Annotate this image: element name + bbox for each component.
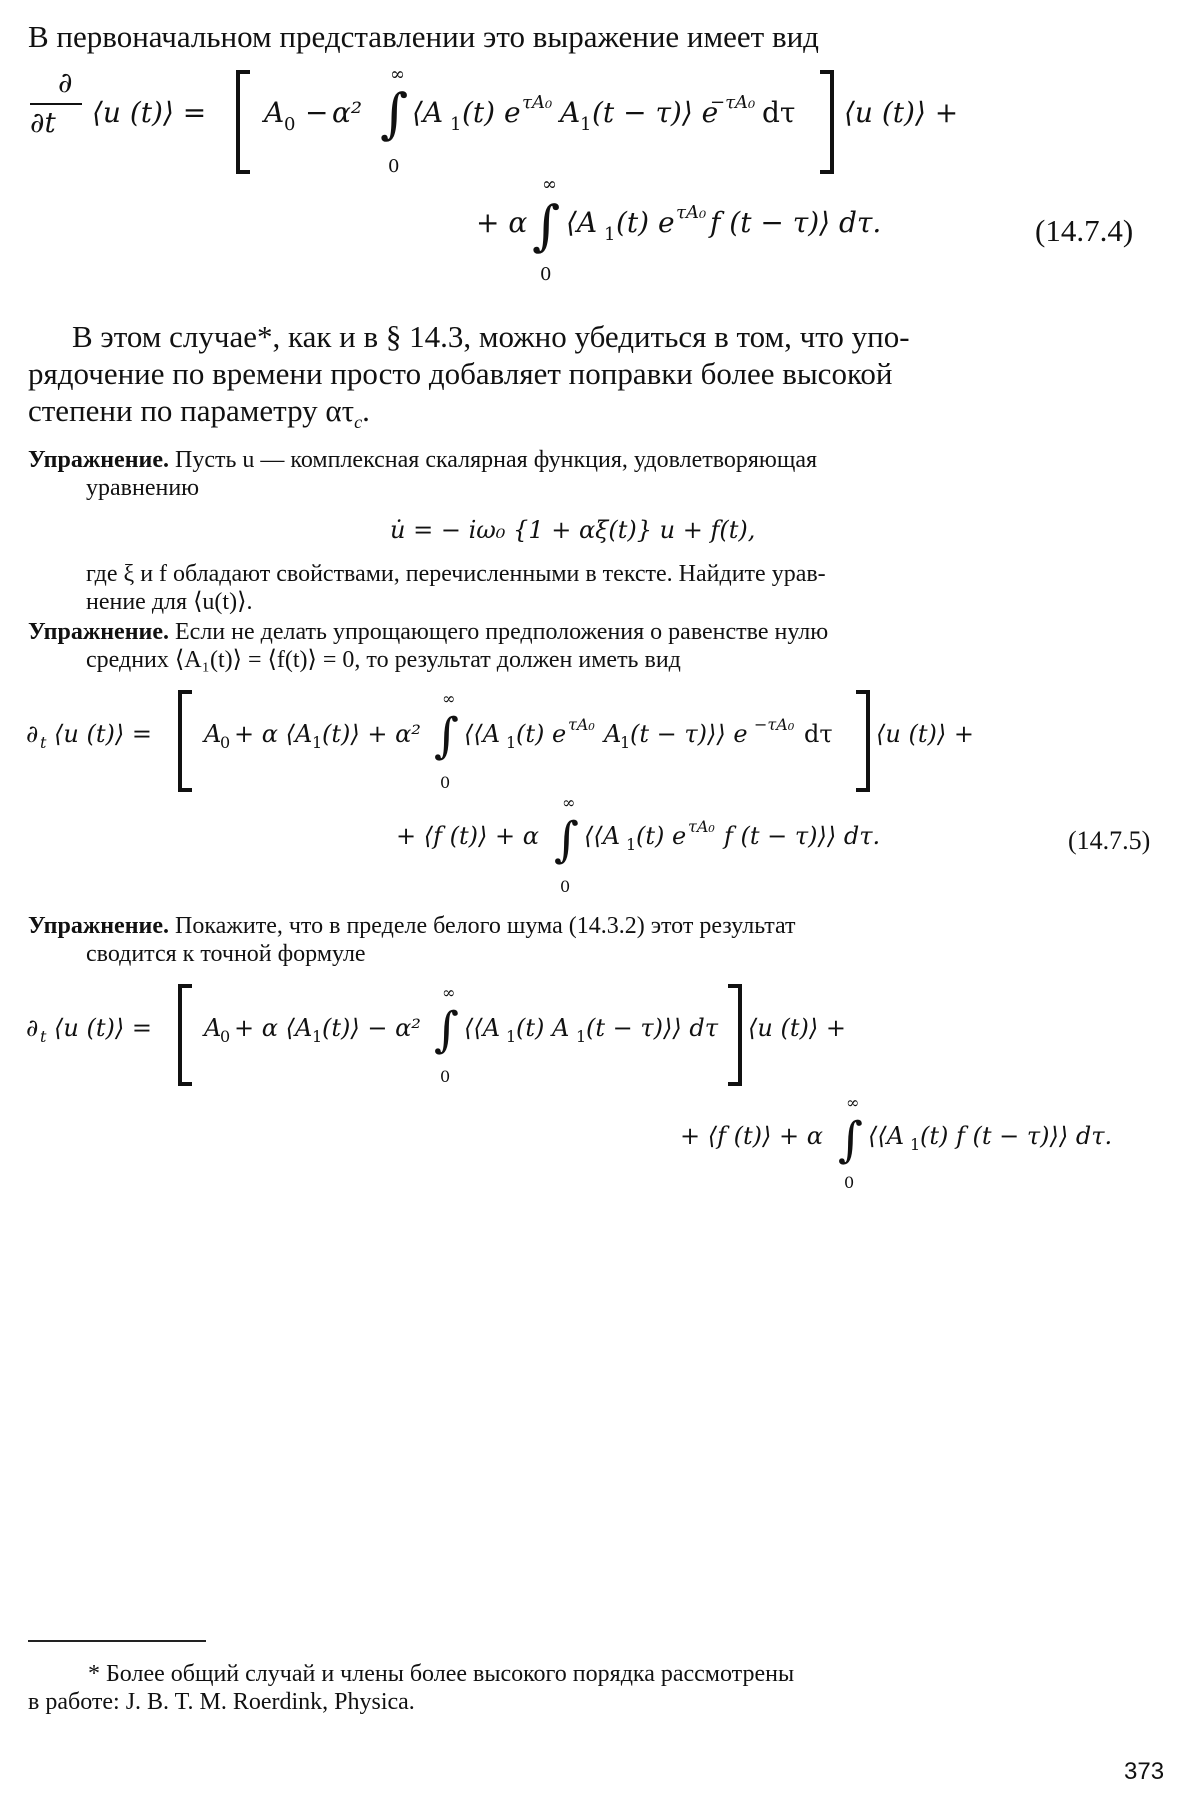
svg-text:−τA₀: −τA₀	[754, 715, 795, 734]
footnote-line: * Более общий случай и члены более высокого порядка рассмотрены	[88, 1661, 795, 1687]
exercise-label: Упражнение.	[28, 447, 170, 473]
svg-text:A: A	[560, 96, 581, 129]
svg-text:(t) f (t − τ)⟩⟩ dτ.: (t) f (t − τ)⟩⟩ dτ.	[920, 1122, 1113, 1150]
footnote-line: в работе: J. B. T. M. Roerdink, Physica.	[28, 1689, 415, 1715]
svg-text:∫: ∫	[554, 812, 580, 868]
exercise-label: Упражнение.	[28, 913, 170, 939]
svg-text:1: 1	[580, 114, 592, 135]
svg-text:∫: ∫	[434, 708, 460, 764]
equation-number: (14.7.5)	[1068, 826, 1151, 855]
svg-text:∫: ∫	[380, 82, 409, 145]
svg-text:1: 1	[312, 733, 323, 752]
svg-text:(t) A: (t) A	[516, 1014, 570, 1042]
exercise-text: Покажите, что в пределе белого шума (14.3.2) этот результат	[175, 913, 796, 939]
svg-text:(t − τ)⟩⟩ e: (t − τ)⟩⟩ e	[630, 720, 748, 748]
exercise-text: средних ⟨A₁(t)⟩ = ⟨f(t)⟩ = 0, то результат должен иметь вид	[86, 647, 681, 673]
svg-text:1: 1	[620, 733, 631, 752]
svg-text:(t)⟩ − α²: (t)⟩ − α²	[322, 1014, 421, 1042]
svg-text:∂t: ∂t	[30, 106, 56, 139]
svg-text:1: 1	[506, 733, 517, 752]
svg-text:t: t	[40, 1027, 47, 1046]
exercise-3	[28, 912, 796, 941]
svg-text:dτ: dτ	[804, 720, 833, 748]
svg-text:⟨u (t)⟩ +: ⟨u (t)⟩ +	[748, 1014, 846, 1042]
svg-text:(t) e: (t) e	[516, 720, 567, 748]
svg-text:(t − τ)⟩⟩ dτ: (t − τ)⟩⟩ dτ	[586, 1014, 719, 1042]
svg-text:∞: ∞	[390, 64, 405, 85]
exercise-text: где ξ и f обладают свойствами, перечисленными в тексте. Найдите урав-	[86, 561, 826, 587]
svg-text:∂: ∂	[26, 720, 39, 748]
exercise-text: нение для ⟨u(t)⟩.	[86, 589, 253, 615]
svg-text:∞: ∞	[846, 1093, 860, 1112]
svg-text:0: 0	[284, 114, 296, 135]
svg-text:0: 0	[440, 773, 451, 792]
svg-text:⟨A: ⟨A	[566, 206, 598, 239]
svg-text:∫: ∫	[532, 194, 561, 257]
svg-text:⟨⟨A: ⟨⟨A	[584, 822, 621, 850]
svg-text:0: 0	[220, 1027, 231, 1046]
svg-text:1: 1	[576, 1027, 587, 1046]
intro-paragraph: В первоначальном представлении это выражение имеет вид	[28, 19, 819, 54]
svg-text:τA₀: τA₀	[676, 202, 707, 223]
svg-text:+ α: + α	[476, 206, 528, 239]
equation-white-noise-graphic	[20, 980, 1180, 1190]
footnote-divider	[28, 1640, 206, 1642]
svg-text:−τA₀: −τA₀	[710, 92, 756, 113]
equation-14-7-5-graphic	[20, 686, 1180, 896]
paragraph-line: рядочение по времени просто добавляет поправки более высокой	[28, 356, 893, 391]
svg-text:A: A	[604, 720, 622, 748]
svg-text:∂: ∂	[26, 1014, 39, 1042]
svg-text:⟨u (t)⟩ =: ⟨u (t)⟩ =	[54, 720, 152, 748]
exercise-text: сводится к точной формуле	[86, 941, 366, 967]
svg-text:α²: α²	[332, 96, 363, 129]
svg-text:∞: ∞	[562, 793, 576, 812]
svg-text:+ α ⟨A: + α ⟨A	[234, 1014, 313, 1042]
svg-text:∂: ∂	[58, 66, 73, 99]
svg-text:A: A	[204, 720, 222, 748]
svg-text:1: 1	[910, 1135, 921, 1154]
svg-text:1: 1	[312, 1027, 323, 1046]
svg-text:(t) e: (t) e	[636, 822, 687, 850]
svg-text:(t) e: (t) e	[462, 96, 521, 129]
svg-text:1: 1	[450, 114, 462, 135]
svg-text:(t) e: (t) e	[616, 206, 675, 239]
svg-text:+ α ⟨A: + α ⟨A	[234, 720, 313, 748]
svg-text:∫: ∫	[434, 1002, 460, 1058]
svg-text:(t)⟩ + α²: (t)⟩ + α²	[322, 720, 421, 748]
svg-text:⟨A: ⟨A	[412, 96, 444, 129]
svg-text:⟨u (t)⟩ =: ⟨u (t)⟩ =	[92, 96, 207, 129]
svg-text:+ ⟨f (t)⟩ + α: + ⟨f (t)⟩ + α	[396, 822, 539, 850]
svg-text:∞: ∞	[442, 983, 456, 1002]
paragraph-line-text: степени по параметру ατ	[28, 393, 355, 428]
svg-text:f (t − τ)⟩⟩ dτ.: f (t − τ)⟩⟩ dτ.	[724, 822, 881, 850]
equation-number: (14.7.4)	[1035, 213, 1134, 248]
svg-text:0: 0	[560, 877, 571, 896]
equation-14-7-4-graphic	[20, 62, 1180, 282]
svg-text:A: A	[264, 96, 285, 129]
svg-text:0: 0	[440, 1067, 451, 1086]
page-number: 373	[1124, 1758, 1165, 1785]
svg-text:0: 0	[844, 1173, 855, 1190]
svg-text:1: 1	[506, 1027, 517, 1046]
svg-text:∞: ∞	[542, 174, 557, 195]
exercise-text: Если не делать упрощающего предположения о равенстве нулю	[175, 619, 829, 645]
svg-text:⟨u (t)⟩ +: ⟨u (t)⟩ +	[876, 720, 974, 748]
svg-text:⟨⟨A: ⟨⟨A	[464, 1014, 501, 1042]
exercise-text: уравнению	[86, 475, 200, 501]
svg-text:A: A	[204, 1014, 222, 1042]
exercise-2	[28, 618, 828, 647]
exercise-text: Пусть u — комплексная скалярная функция, удовлетворяющая	[175, 447, 818, 473]
svg-text:⟨u (t)⟩ =: ⟨u (t)⟩ =	[54, 1014, 152, 1042]
paragraph-line: В этом случае*, как и в § 14.3, можно убедиться в том, что упо-	[72, 319, 910, 354]
svg-text:⟨u (t)⟩ +: ⟨u (t)⟩ +	[844, 96, 959, 129]
svg-text:τA₀: τA₀	[568, 715, 595, 734]
exercise-1	[28, 446, 817, 475]
svg-text:τA₀: τA₀	[522, 92, 553, 113]
svg-text:0: 0	[388, 156, 400, 177]
svg-text:0: 0	[540, 264, 552, 282]
svg-text:+ ⟨f (t)⟩ + α: + ⟨f (t)⟩ + α	[680, 1122, 823, 1150]
svg-text:1: 1	[626, 835, 637, 854]
svg-text:⟨⟨A: ⟨⟨A	[464, 720, 501, 748]
svg-text:f (t − τ)⟩ dτ.: f (t − τ)⟩ dτ.	[710, 206, 882, 239]
svg-text:∫: ∫	[838, 1112, 864, 1168]
paragraph-line: степени по параметру $\alpha\tau_c$.	[28, 393, 370, 433]
exercise-label: Упражнение.	[28, 619, 170, 645]
exercise-equation: u̇ = − iω₀ {1 + αξ(t)} u + f(t),	[390, 516, 756, 544]
svg-text:t: t	[40, 733, 47, 752]
svg-text:(t − τ)⟩ e: (t − τ)⟩ e	[592, 96, 719, 129]
svg-text:1: 1	[604, 224, 616, 245]
svg-text:0: 0	[220, 733, 231, 752]
svg-text:τA₀: τA₀	[688, 817, 715, 836]
svg-text:∞: ∞	[442, 689, 456, 708]
svg-text:⟨⟨A: ⟨⟨A	[868, 1122, 905, 1150]
svg-text:−: −	[305, 96, 329, 129]
svg-text:dτ: dτ	[762, 96, 796, 129]
